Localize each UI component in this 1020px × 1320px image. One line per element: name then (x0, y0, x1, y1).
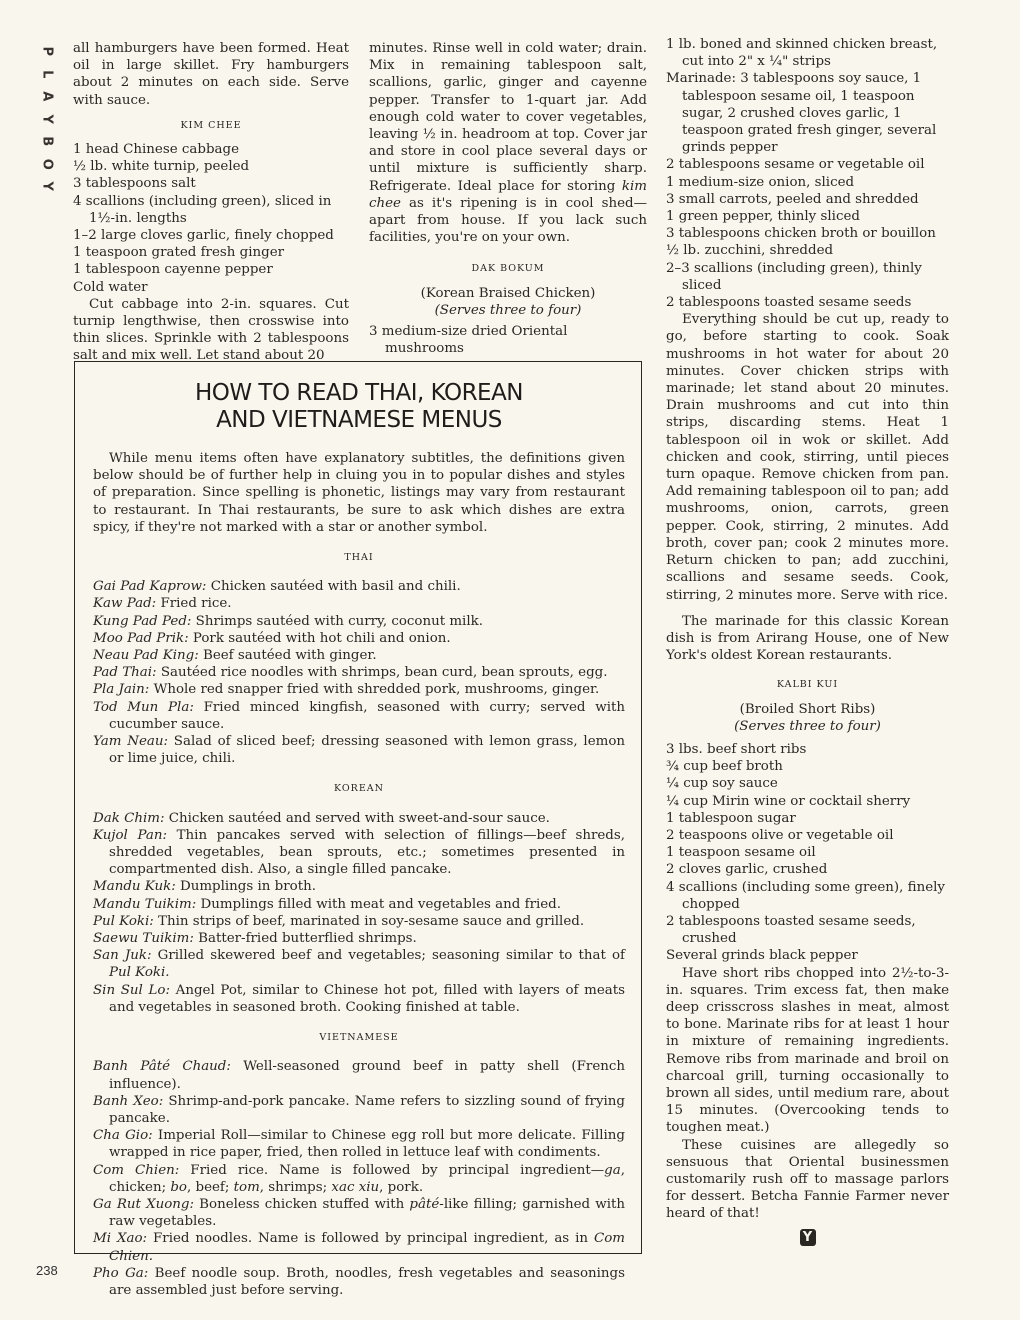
ingredient-list-kim-chee (73, 141, 349, 296)
glossary-term: Ga Rut Xuong: (93, 1196, 195, 1212)
glossary-term: Banh Xeo: (93, 1093, 164, 1109)
glossary-entry (93, 647, 625, 664)
ingredient: 4 scallions (including some green), finely chopped (666, 879, 945, 912)
glossary-entry (93, 827, 625, 879)
glossary-term: Kujol Pan: (93, 827, 167, 843)
recipe-title-kalbi-kui: KALBI KUI (776, 679, 839, 691)
glossary-term: Saewu Tuikim: (93, 931, 194, 947)
glossary-term: Pad Thai: (93, 665, 157, 681)
glossary-definition: Chicken sautéed with basil and chili. (206, 579, 461, 595)
kim-chee-method-continued: minutes. Rinse well in cold water; drain. Mix in remaining tablespoon salt, scallions, garlic, ginger and cayenne pepper. Transfer to 1-quart jar. Add enough cold water to cover vegetables, leaving ½ in. headroom at top. Cover jar and store in cool place several days or until mixture is sufficiently sharp. Refrigerate. Ideal place for storing kim chee as it's ripening is in cool shed—apart from house. If you lack such facilities, you're on your own. (369, 41, 647, 246)
glossary-entry (93, 1196, 625, 1230)
glossary-definition-part: , pork. (379, 1179, 424, 1195)
glossary-entry (93, 1127, 625, 1161)
glossary-term: Pho Ga: (93, 1265, 149, 1281)
glossary-entry (93, 982, 625, 1016)
method-kim-chee: Cut cabbage into 2-in. squares. Cut turnip lengthwise, then crosswise into thin slices. Sprinkle with 2 tablespoons salt and mix well. Let stand about 20 (73, 296, 349, 364)
glossary-entry (93, 595, 625, 612)
column-1 (73, 40, 349, 365)
ingredient-list-dak-bokum (666, 36, 949, 311)
masthead-letter: Y (39, 114, 55, 124)
masthead-letter: B (39, 136, 55, 147)
ingredient: ¼ cup Mirin wine or cocktail sherry (666, 793, 911, 809)
masthead-letter: A (39, 91, 55, 102)
glossary-entry (93, 1230, 625, 1264)
ingredient: ¾ cup beef broth (666, 759, 783, 775)
glossary-term: Kung Pad Ped: (93, 613, 192, 629)
glossary-definition: Fried rice. Name is followed by principal ingredient— (179, 1162, 605, 1178)
glossary-definition: Well-seasoned ground beef in patty shell (French influence). (109, 1059, 625, 1092)
glossary-term: Mandu Tuikim: (93, 896, 197, 912)
ingredient: ¼ cup soy sauce (666, 776, 778, 792)
glossary-term: Cha Gio: (93, 1128, 153, 1144)
glossary-term: Sin Sul Lo: (93, 982, 170, 998)
recipe-title-dak-bokum: DAK BOKUM (471, 263, 545, 275)
ingredient: 2 tablespoons toasted sesame seeds (666, 295, 912, 311)
ingredient: Cold water (73, 279, 148, 295)
ingredient: 4 scallions (including green), sliced in 1½-in. lengths (73, 193, 332, 226)
recipe-title-kim-chee: KIM CHEE (180, 119, 242, 131)
glossary-italic-term: ga (604, 1162, 621, 1178)
glossary-entry (93, 1265, 625, 1299)
ingredient: 1 teaspoon grated fresh ginger (73, 245, 285, 261)
ingredient-list-kalbi-kui (666, 741, 949, 965)
ingredient: 2–3 scallions (including green), thinly sliced (666, 260, 922, 293)
masthead-logo (38, 40, 54, 198)
recipe-note: The marinade for this classic Korean dish is from Arirang House, one of New York's oldest Korean restaurants. (666, 613, 949, 664)
masthead-letter: L (39, 69, 55, 78)
glossary-definition: Beef noodle soup. Broth, noodles, fresh vegetables and seasonings are assembled just before serving. (109, 1265, 625, 1298)
recipe-subtitle: (Korean Braised Chicken) (420, 285, 596, 301)
glossary-italic-term: Com Chien. (109, 1231, 625, 1264)
glossary-term: San Juk: (93, 948, 152, 964)
glossary-definition: Boneless chicken stuffed with (194, 1196, 410, 1212)
glossary-italic-term: bo (170, 1179, 187, 1195)
glossary-sections (93, 549, 625, 1299)
glossary-entry (93, 913, 625, 930)
glossary-entry (93, 1093, 625, 1127)
box-intro: While menu items often have explanatory subtitles, the definitions given below should be of further help in cluing you in to popular dishes and styles of preparation. Since spelling is phonetic, listings may vary from restaurant to restaurant. In Thai restaurants, be sure to ask which dishes are extra spicy, if they're not marked with a star or another symbol. (93, 451, 625, 535)
glossary-italic-term: pâté (409, 1196, 440, 1212)
glossary-definition: Thin pancakes served with selection of fillings—beef shreds, shredded vegetables, bean sprouts, etc.; sometimes presented in compartmented dish. Also, a single filled pancake. (109, 827, 625, 878)
ingredient: 1 lb. boned and skinned chicken breast, cut into 2" x ¼" strips (666, 37, 938, 70)
ingredient: 2 cloves garlic, crushed (666, 862, 828, 878)
recipe-serves: (Serves three to four) (734, 718, 881, 734)
glossary-term: Com Chien: (93, 1162, 180, 1178)
glossary-definition-part: , chicken; (109, 1162, 625, 1195)
glossary-definition: Pork sautéed with hot chili and onion. (188, 630, 451, 646)
glossary-definition: Batter-fried butterflied shrimps. (193, 931, 417, 947)
glossary-term: Neau Pad King: (93, 648, 199, 664)
column-3 (666, 36, 949, 1246)
glossary-entry (93, 1058, 625, 1092)
closing-paragraph: These cuisines are allegedly so sensuous that Oriental businessmen customarily rush off to massage parlors for dessert. Betcha Fannie Farmer never heard of that! (666, 1137, 949, 1222)
glossary-definition: Fried rice. (156, 596, 232, 612)
ingredient: 1 teaspoon sesame oil (666, 845, 816, 861)
glossary-term: Yam Neau: (93, 734, 169, 750)
recipe-subtitle: (Broiled Short Ribs) (739, 701, 876, 717)
glossary-definition: Chicken sautéed and served with sweet-and-sour sauce. (164, 810, 550, 826)
glossary-definition: Shrimps sautéed with curry, coconut milk. (191, 613, 483, 629)
glossary-term: Pla Jain: (93, 682, 150, 698)
glossary-italic-term: xac xiu (331, 1179, 380, 1195)
glossary-section-heading: KOREAN (334, 783, 384, 795)
rabbit-end-mark-icon: Y (800, 1229, 816, 1246)
glossary-entry (93, 947, 625, 981)
glossary-entry (93, 681, 625, 698)
ingredient: 3 tablespoons chicken broth or bouillon (666, 226, 936, 242)
glossary-term: Kaw Pad: (93, 596, 157, 612)
glossary-term: Pul Koki: (93, 913, 154, 929)
glossary-entry (93, 930, 625, 947)
ingredient: 1 head Chinese cabbage (73, 142, 239, 158)
glossary-definition: Shrimp-and-pork pancake. Name refers to sizzling sound of frying pancake. (109, 1093, 626, 1126)
glossary-entry (93, 896, 625, 913)
glossary-term: Mandu Kuk: (93, 879, 176, 895)
glossary-entry (93, 733, 625, 767)
glossary-definition: Fried minced kingfish, seasoned with curry; served with cucumber sauce. (109, 699, 625, 732)
masthead-letter: O (39, 158, 55, 170)
glossary-definition: Angel Pot, similar to Chinese hot pot, filled with layers of meats and vegetables in seasoned broth. Cooking finished at table. (109, 982, 626, 1015)
glossary-section-heading: VIETNAMESE (319, 1032, 399, 1044)
glossary-definition: Dumplings filled with meat and vegetables and fried. (196, 896, 562, 912)
masthead-letter: P (39, 46, 55, 57)
ingredient: 1 medium-size onion, sliced (666, 174, 855, 190)
glossary-term: Mi Xao: (93, 1231, 148, 1247)
glossary-term: Dak Chim: (93, 810, 165, 826)
recipe-serves: (Serves three to four) (434, 302, 582, 318)
ingredient: Several grinds black pepper (666, 948, 858, 964)
ingredient: 1 tablespoon sugar (666, 810, 796, 826)
ingredient: ½ lb. zucchini, shredded (666, 243, 834, 259)
ingredient: 2 teaspoons olive or vegetable oil (666, 827, 894, 843)
lead-paragraph: all hamburgers have been formed. Heat oil in large skillet. Fry hamburgers about 2 minutes on each side. Serve with sauce. (73, 41, 349, 108)
glossary-term: Tod Mun Pla: (93, 699, 194, 715)
ingredient: 1 tablespoon cayenne pepper (73, 262, 273, 278)
glossary-term: Gai Pad Kaprow: (93, 579, 207, 595)
glossary-entry (93, 878, 625, 895)
ingredient: ½ lb. white turnip, peeled (73, 159, 250, 175)
glossary-definition: Whole red snapper fried with shredded pork, mushrooms, ginger. (149, 682, 600, 698)
glossary-section-heading: THAI (344, 552, 374, 564)
glossary-entry (93, 810, 625, 827)
box-title (93, 380, 625, 434)
menu-glossary-box (74, 361, 642, 1298)
glossary-definition: Beef sautéed with ginger. (198, 648, 377, 664)
glossary-entry (93, 613, 625, 630)
glossary-definition: Sautéed rice noodles with shrimps, bean curd, bean sprouts, egg. (156, 665, 608, 681)
page-number: 238 (36, 1263, 58, 1278)
glossary-italic-term: Pul Koki. (109, 965, 170, 981)
ingredient: 3 lbs. beef short ribs (666, 741, 807, 757)
glossary-definition: Dumplings in broth. (175, 879, 316, 895)
glossary-term: Banh Pâté Chaud: (93, 1059, 231, 1075)
glossary-entry (93, 1162, 625, 1196)
glossary-definition-part: -like filling; garnished with raw vegetables. (109, 1196, 625, 1230)
glossary-entry (93, 699, 625, 733)
ingredient: 1–2 large cloves garlic, finely chopped (73, 228, 334, 244)
ingredient: 2 tablespoons sesame or vegetable oil (666, 157, 925, 173)
glossary-definition: Fried noodles. Name is followed by principal ingredient, as in (147, 1231, 594, 1247)
glossary-italic-term: tom (233, 1179, 260, 1195)
ingredient: 3 tablespoons salt (73, 176, 196, 192)
glossary-entry (93, 578, 625, 595)
glossary-definition: Grilled skewered beef and vegetables; seasoning similar to that of (151, 948, 625, 964)
box-title-line-2: AND VIETNAMESE MENUS (216, 407, 502, 433)
glossary-entry (93, 664, 625, 681)
masthead-letter: Y (39, 181, 55, 191)
glossary-term: Moo Pad Prik: (93, 630, 189, 646)
ingredient: 3 small carrots, peeled and shredded (666, 191, 919, 207)
method-kalbi-kui: Have short ribs chopped into 2½-to-3-in. squares. Trim excess fat, then make deep crisscross slashes in meat, almost to bone. Marinate ribs for at least 1 hour in mixture of remaining ingredients. Remove ribs from marinade and broil on charcoal grill, turning occasionally to brown all sides, until medium rare, about 15 minutes. (Overcooking tends to toughen meat.) (666, 965, 949, 1136)
column-2 (369, 40, 647, 357)
box-title-line-1: HOW TO READ THAI, KOREAN (194, 380, 524, 406)
ingredient: 3 medium-size dried Oriental mushrooms (369, 324, 568, 357)
glossary-definition: Salad of sliced beef; dressing seasoned with lemon grass, lemon or lime juice, chili. (109, 734, 625, 767)
glossary-definition: Imperial Roll—similar to Chinese egg roll but more delicate. Filling wrapped in rice paper, fried, then rolled in lettuce leaf with condiments. (109, 1128, 625, 1161)
ingredient: 1 green pepper, thinly sliced (666, 209, 860, 225)
ingredient: 2 tablespoons toasted sesame seeds, crushed (666, 913, 916, 947)
glossary-definition-part: , shrimps; (259, 1179, 332, 1195)
method-dak-bokum: Everything should be cut up, ready to go, before starting to cook. Soak mushrooms in hot water for about 20 minutes. Cover chicken strips with marinade; let stand about 20 minutes. Drain mushrooms and cut into thin strips, discarding stems. Heat 1 tablespoon oil in wok or skillet. Add chicken and cook, stirring, until pieces turn opaque. Remove chicken from pan. Add remaining tablespoon oil to pan; add mushrooms, onion, carrots, green pepper. Cook, stirring, 2 minutes. Add broth, cover pan; cook 2 minutes more. Return chicken to pan; add zucchini, scallions and sesame seeds. Cook, stirring, 2 minutes more. Serve with rice. (666, 312, 949, 603)
ingredient: Marinade: 3 tablespoons soy sauce, 1 tablespoon sesame oil, 1 teaspoon sugar, 2 crushed cloves garlic, 1 teaspoon grated fresh ginger, several grinds pepper (666, 71, 937, 156)
glossary-entry (93, 630, 625, 647)
glossary-definition-part: , beef; (186, 1179, 234, 1195)
glossary-definition: Thin strips of beef, marinated in soy-sesame sauce and grilled. (153, 913, 585, 929)
